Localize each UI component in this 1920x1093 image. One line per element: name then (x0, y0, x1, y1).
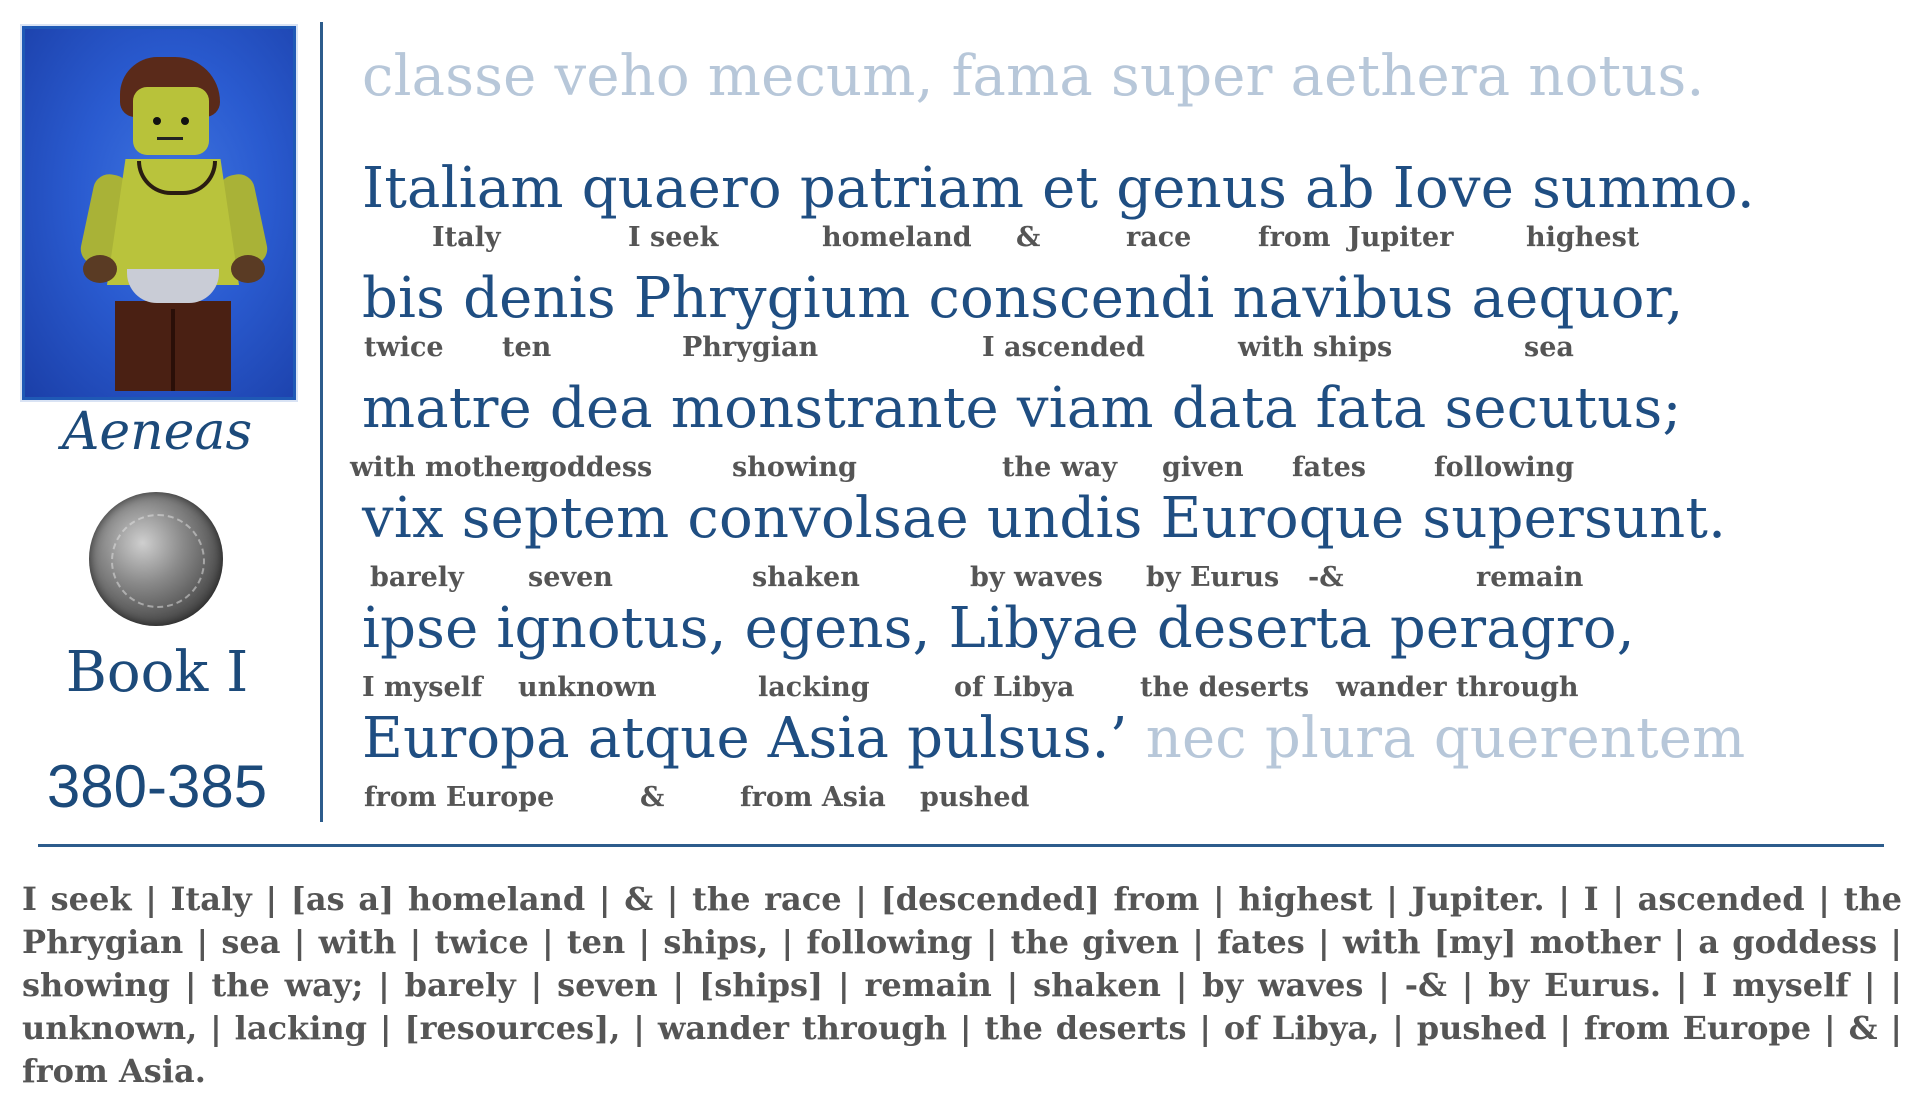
gloss-word: following (1434, 452, 1575, 483)
vertical-divider (320, 22, 323, 822)
gloss-word: sea (1524, 332, 1574, 363)
figure-loincloth (127, 269, 219, 303)
latin-line-6-main: Europa atque Asia pulsus.’ (362, 706, 1128, 771)
latin-line-5: ipse ignotus, egens, Libyae deserta peragro, (362, 596, 1635, 661)
gloss-word: Phrygian (682, 332, 819, 363)
line-range: 380-385 (46, 753, 268, 820)
previous-latin-line: classe veho mecum, fama super aethera notus. (362, 44, 1705, 109)
gloss-word: from Europe (364, 782, 555, 813)
figure-eye-right (181, 117, 189, 125)
gloss-word: I myself (362, 672, 483, 703)
figure-eye-left (153, 117, 161, 125)
gloss-word: fates (1292, 452, 1366, 483)
gloss-word: given (1162, 452, 1244, 483)
gloss-word: of Libya (954, 672, 1075, 703)
gloss-word: goddess (530, 452, 653, 483)
latin-line-2: bis denis Phrygium conscendi navibus aequor, (362, 266, 1684, 331)
gloss-word: lacking (758, 672, 870, 703)
latin-line-3: matre dea monstrante viam data fata secutus; (362, 376, 1682, 441)
latin-line-1: Italiam quaero patriam et genus ab Iove summo. (362, 156, 1755, 221)
figure-hand-right (231, 255, 265, 283)
gloss-word: wander through (1336, 672, 1579, 703)
gloss-word: from (1258, 222, 1331, 253)
horizontal-divider (38, 844, 1884, 847)
gloss-word: with ships (1238, 332, 1393, 363)
gloss-word: Italy (432, 222, 501, 253)
gloss-word: pushed (920, 782, 1030, 813)
book-label: Book I (65, 640, 249, 705)
gloss-word: homeland (822, 222, 972, 253)
gloss-word: twice (364, 332, 444, 363)
gloss-word: ten (502, 332, 552, 363)
gloss-word: seven (528, 562, 613, 593)
latin-line-6 (362, 706, 1745, 771)
figure-head (133, 87, 209, 155)
gloss-word: I ascended (982, 332, 1145, 363)
hero-photo (22, 26, 296, 400)
gloss-word: shaken (752, 562, 860, 593)
gloss-word: by waves (970, 562, 1103, 593)
gloss-word: from Asia (740, 782, 886, 813)
coin-rim (111, 514, 205, 608)
gloss-word: highest (1526, 222, 1640, 253)
gloss-word: Jupiter (1348, 222, 1454, 253)
gloss-word: & (640, 782, 665, 813)
gloss-word: with mother (350, 452, 536, 483)
latin-line-4: vix septem convolsae undis Euroque supersunt. (362, 486, 1727, 551)
gloss-word: the way (1002, 452, 1118, 483)
gloss-word: remain (1476, 562, 1584, 593)
next-latin-fragment: nec plura querentem (1145, 706, 1746, 771)
gloss-word: barely (370, 562, 464, 593)
gloss-word: -& (1308, 562, 1344, 593)
hero-name: Aeneas (61, 402, 253, 462)
gloss-word: I seek (628, 222, 719, 253)
figure-mouth (157, 137, 183, 140)
gloss-word: by Eurus (1146, 562, 1280, 593)
figure-hand-left (83, 255, 117, 283)
english-translation: I seek | Italy | [as a] homeland | & | the race | [descended] from | highest | Jupiter. | I | ascended | the Phrygian | sea | with | twice | ten | ships, | following | the given | fates | with [my] mother | a goddess | showing | the way; | barely | seven | [ships] | remain | shaken | by waves | -& | by Eurus. | I myself | | unknown, | lacking | [resources], | wander through | the deserts | of Libya, | pushed | from Europe | & | from Asia. (22, 880, 1902, 1090)
gloss-word: the deserts (1140, 672, 1310, 703)
gloss-word: showing (732, 452, 857, 483)
figure-leg-split (171, 309, 175, 391)
gloss-word: & (1016, 222, 1041, 253)
gloss-word: unknown (518, 672, 657, 703)
gloss-word: race (1126, 222, 1192, 253)
coin-icon (89, 492, 223, 626)
